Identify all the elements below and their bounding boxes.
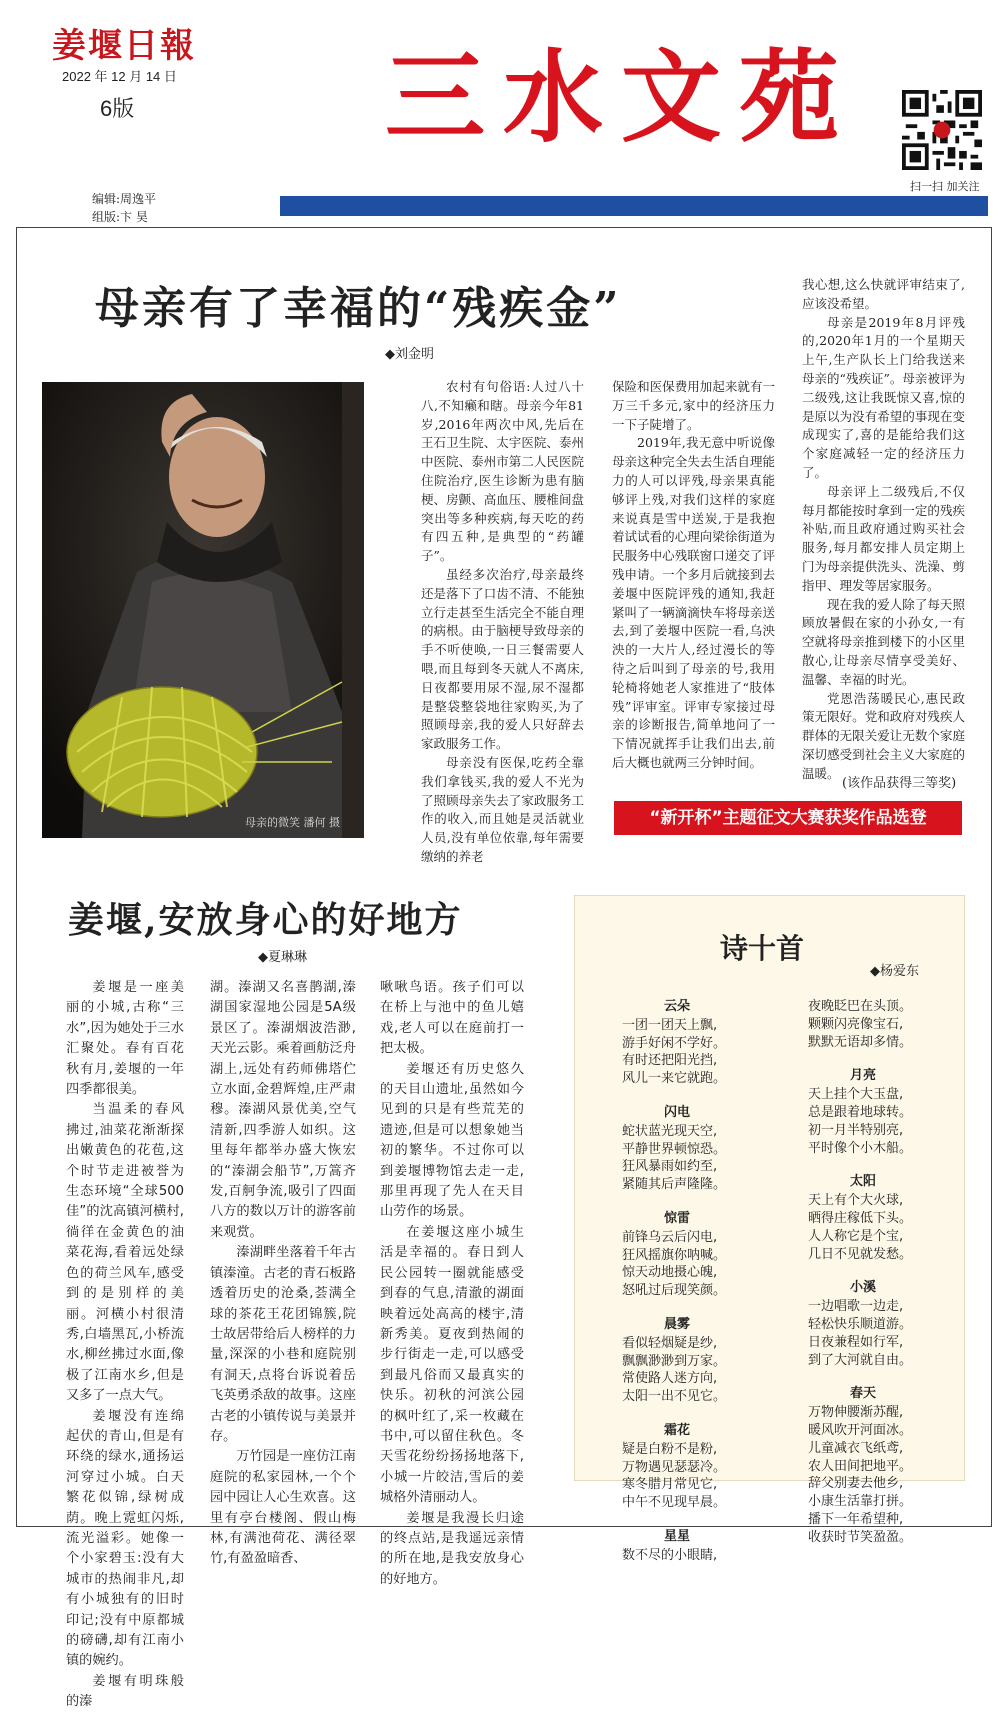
poem-line: 万物伸腰渐苏醒, xyxy=(808,1405,904,1421)
poem-line: 前锋乌云后闪电, xyxy=(622,1229,718,1245)
poem-line: 看似轻烟疑是纱, xyxy=(622,1335,718,1351)
divider xyxy=(16,227,17,1527)
poem-title: 霜花 xyxy=(663,1422,690,1438)
poem-line: 中午不见现早晨。 xyxy=(622,1495,727,1511)
poem-line: 几日不见就发愁。 xyxy=(808,1246,913,1262)
paragraph: 现在我的爱人除了每天照顾放暑假在家的小孙女,一有空就将母亲推到楼下的小区里散心,让母亲尽情享受美好、温馨、幸福的时光。 xyxy=(802,596,965,687)
poem-line: 狂风暴雨如约至, xyxy=(622,1159,718,1175)
article-byline: ◆刘金明 xyxy=(385,347,434,362)
poem-line: 飘飘渺渺到万家。 xyxy=(622,1353,727,1369)
article-column xyxy=(210,978,356,1570)
poem-line: 农人田间把地平。 xyxy=(808,1458,913,1474)
poem-line: 默默无语却多情。 xyxy=(808,1034,913,1050)
divider xyxy=(991,227,992,1527)
poem-line: 游手好闲不学好。 xyxy=(622,1035,727,1051)
poem-title: 云朵 xyxy=(663,999,690,1014)
poem-line: 小康生活靠打拼。 xyxy=(808,1494,913,1510)
poem xyxy=(808,1279,918,1369)
poem-title: 春天 xyxy=(849,1386,876,1402)
poem-line: 一边唱歌一边走, xyxy=(808,1299,904,1315)
poem-line: 夜晚眨巴在头顶。 xyxy=(808,999,913,1014)
poem-title: 晨雾 xyxy=(663,1316,690,1332)
poem xyxy=(622,1422,732,1512)
poem-line: 一团一团天上飘, xyxy=(622,1017,718,1033)
poem-line: 万物遇见瑟瑟冷。 xyxy=(622,1459,727,1475)
poem-line: 平时像个小木船。 xyxy=(808,1140,913,1156)
photo-caption: 母亲的微笑 潘何 摄 xyxy=(245,816,340,829)
editor-credits xyxy=(92,190,156,226)
poem-line: 轻松快乐顺道游。 xyxy=(808,1316,913,1332)
editor-name: 编辑:周逸平 xyxy=(92,192,157,206)
poem-line: 常使路人迷方向, xyxy=(622,1371,718,1387)
poem xyxy=(808,998,918,1051)
poem-line: 到了大河就自由。 xyxy=(808,1352,913,1368)
poem-line: 暖风吹开河面冰。 xyxy=(808,1422,913,1438)
paragraph: 在姜堰这座小城生活是幸福的。春日到人民公园转一圈就能感受到春的气息,清澈的湖面映着远处高高的楼宇,清新秀美。夏夜到热闹的步行街走一走,可以感受到最凡俗而又最真实的快乐。初秋的河滨公园的枫叶红了,采一枚藏在书中,可以留住秋色。冬天雪花纷纷扬扬地落下,小城一片皎洁,雪后的姜城格外清丽动人。 xyxy=(380,1224,524,1506)
poem-line: 晒得庄稼低下头。 xyxy=(808,1210,913,1226)
poem-title: 小溪 xyxy=(849,1280,876,1296)
paragraph: 我心想,这么快就评审结束了,应该没希望。 xyxy=(802,277,965,311)
poem xyxy=(808,1173,918,1263)
poem-line: 风儿一来它就跑。 xyxy=(622,1071,727,1087)
paragraph: 农村有句俗语:人过八十八,不知癞和瞎。母亲今年81岁,2016年两次中风,先后在王石卫生院、太宇医院、泰州中医院、泰州市第二人民医院住院治疗,医生诊断为患有脑梗、房颤、高血压、腰椎间盘突出等多种疾病,每天吃的药有四五种,是典型的“药罐子”。 xyxy=(421,379,584,564)
poem xyxy=(808,1067,918,1157)
page-title: 三水文苑 xyxy=(385,39,857,156)
layout-name: 组版:卞 昊 xyxy=(92,210,148,224)
paragraph: 湖。溱湖又名喜鹊湖,溱湖国家湿地公园是5A级景区了。溱湖烟波浩渺,天光云影。乘着画舫泛舟湖上,远处有药师佛塔伫立水面,金碧辉煌,庄严肃穆。溱湖风景优美,空气清新,四季游人如织。这里每年都举办盛大恢宏的“溱湖会船节”,万篙齐发,百舸争流,吸引了四面八方的数以万计的游客前来观赏。 xyxy=(210,980,356,1240)
poems-byline: ◆杨爱东 xyxy=(870,964,919,979)
article-title: 母亲有了幸福的“残疾金” xyxy=(95,283,622,334)
poem-column xyxy=(808,998,918,1563)
article-byline: ◆夏琳琳 xyxy=(258,950,307,965)
paragraph: 姜堰是我漫长归途的终点站,是我遥远亲情的所在地,是我安放身心的好地方。 xyxy=(380,1510,524,1587)
poem-line: 惊天动地摄心魄, xyxy=(622,1265,718,1281)
poem-line: 太阳一出不见它。 xyxy=(622,1389,727,1405)
article-column xyxy=(380,978,524,1590)
contest-banner: “新开杯”主题征文大赛获奖作品选登 xyxy=(614,801,962,835)
paragraph: 溱湖畔坐落着千年古镇溱潼。古老的青石板路透着历史的沧桑,荟满全球的茶花王花团锦簇,院士故居带给后人榜样的力量,深深的小巷和庭院别有洞天,点将台诉说着岳飞英勇杀敌的故事。这座古老的小镇传说与美景并存。 xyxy=(210,1245,356,1444)
header-bar xyxy=(280,196,988,216)
award-note: (该作品获得三等奖) xyxy=(842,776,957,791)
poem-line: 儿童减衣飞纸鸢, xyxy=(808,1440,904,1456)
poem-line: 蛇状蓝光现天空, xyxy=(622,1123,718,1139)
poem-line: 总是跟着地球转。 xyxy=(808,1104,913,1120)
poem xyxy=(622,998,732,1088)
poem-title: 月亮 xyxy=(849,1068,876,1084)
poem-line: 寒冬腊月常见它, xyxy=(622,1477,718,1493)
paragraph: 2019年,我无意中听说像母亲这种完全失去生活自理能力的人可以评残,母亲果真能够评上残,对我们这样的家庭来说真是雪中送炭,于是我抱着试试看的心理向梁徐街道为民服务中心残联窗口递交了评残申请。一个多月后就接到去姜堰中医院评残的通知,我赶紧叫了一辆滴滴快车将母亲送去,到了姜堰中医院一看,乌泱泱的一大片人,经过漫长的等待之后叫到了母亲的号,我用轮椅将她老人家推进了“肢体残”评审室。评审专家接过母亲的诊断报告,简单地问了一下情况就挥手让我们出去,前后大概也就两三分钟时间。 xyxy=(612,435,775,770)
page-number: 6版 xyxy=(100,96,135,121)
poem-column xyxy=(622,998,732,1581)
paragraph: 姜堰没有连绵起伏的青山,但是有环绕的绿水,通扬运河穿过小城。白天繁花似锦,绿树成荫。晚上霓虹闪烁,流光溢彩。她像一个小家碧玉:没有大城市的热闹非凡,却有小城独有的旧时印记;没有中原都城的磅礴,却有江南小镇的婉约。 xyxy=(66,1408,184,1669)
paragraph: 母亲评上二级残后,不仅每月都能按时拿到一定的残疾补贴,而且政府通过购买社会服务,每月都安排人员定期上门为母亲提供洗头、洗澡、剪指甲、理发等居家服务。 xyxy=(802,483,965,593)
paragraph: 党恩浩荡暖民心,惠民政策无限好。党和政府对残疾人群体的无限关爱让无数个家庭深切感受到社会主义大家庭的温暖。 xyxy=(802,690,965,781)
paragraph: 姜堰还有历史悠久的天目山遗址,虽然如今见到的只是有些荒芜的遗迹,但是可以想象她当初的繁华。不过你可以到姜堰博物馆去走一走,那里再现了先人在天目山劳作的场景。 xyxy=(380,1061,524,1220)
poem xyxy=(622,1528,732,1565)
poem xyxy=(622,1210,732,1300)
article-column xyxy=(66,978,184,1713)
poem-line: 初一月半特别亮, xyxy=(808,1122,904,1138)
poem-line: 天上有个大火球, xyxy=(808,1193,904,1209)
poem-title: 惊雷 xyxy=(663,1210,690,1226)
poems-title: 诗十首 xyxy=(720,932,805,965)
paragraph: 万竹园是一座仿江南庭院的私家园林,一个个园中园让人心生欢喜。这里有亭台楼阁、假山梅林,有满池荷花、满径翠竹,有盈盈暗香、 xyxy=(210,1449,356,1567)
poem-line: 怒吼过后现笑颜。 xyxy=(622,1283,727,1299)
poem-line: 人人称它是个宝, xyxy=(808,1228,904,1244)
poem-line: 辞父别妻去他乡, xyxy=(808,1476,904,1492)
poem-line: 日夜兼程如行军, xyxy=(808,1334,904,1350)
poem-line: 颗颗闪亮像宝石, xyxy=(808,1016,904,1032)
poem-line: 疑是白粉不是粉, xyxy=(622,1441,718,1457)
paragraph: 保险和医保费用加起来就有一万三千多元,家中的经济压力一下子陡增了。 xyxy=(612,379,775,432)
poem-line: 收获时节笑盈盈。 xyxy=(808,1529,913,1545)
article-column xyxy=(802,276,965,784)
issue-date: 2022 年 12 月 14 日 xyxy=(62,69,177,84)
qr-caption: 扫一扫 加关注 xyxy=(910,180,980,193)
poem-line: 平静世界顿惊恐。 xyxy=(622,1141,727,1157)
poem-title: 闪电 xyxy=(663,1104,690,1120)
article-title: 姜堰,安放身心的好地方 xyxy=(68,899,463,941)
poem-line: 数不尽的小眼睛, xyxy=(622,1547,718,1563)
poem-title: 星星 xyxy=(663,1528,690,1544)
qr-code-icon xyxy=(902,90,982,170)
paragraph: 姜堰有明珠般的溱 xyxy=(66,1673,184,1710)
poem-line: 狂风摇旗你呐喊。 xyxy=(622,1247,727,1263)
poem-title: 太阳 xyxy=(849,1174,876,1190)
paragraph: 母亲没有医保,吃药全靠我们拿钱买,我的爱人不光为了照顾母亲失去了家政服务工作的收入,而且她是灵活就业人员,没有单位依靠,每年需要缴纳的养老 xyxy=(421,754,584,864)
poem xyxy=(622,1316,732,1406)
poem-line: 播下一年希望种, xyxy=(808,1511,904,1527)
poem-line: 有时还把阳光挡, xyxy=(622,1053,718,1069)
divider xyxy=(16,227,992,228)
poem xyxy=(808,1385,918,1546)
article-column xyxy=(421,378,584,867)
paragraph: 姜堰是一座美丽的小城,古称“三水”,因为她处于三水汇聚处。春有百花秋有月,姜堰的一年四季都很美。 xyxy=(66,980,184,1098)
article-photo xyxy=(42,382,364,838)
poem xyxy=(622,1104,732,1194)
paragraph: 虽经多次治疗,母亲最终还是落下了口齿不清、不能独立行走甚至生活完全不能自理的病根。由于脑梗导致母亲的手不听使唤,一日三餐需要人喂,而且每到冬天就人不离床,日夜都要用尿不湿,尿不湿都是整袋整袋地往家购买,为了照顾母亲,我的爱人只好辞去家政服务工作。 xyxy=(421,566,584,752)
poem-line: 天上挂个大玉盘, xyxy=(808,1087,904,1103)
article-column xyxy=(612,378,775,773)
paragraph: 当温柔的春风拂过,油菜花渐渐探出嫩黄色的花苞,这个时节走进被誉为生态环境“全球500佳”的沈高镇河横村,徜徉在金黄色的油菜花海,看着远处绿色的荷兰风车,感受到的是别样的美丽。河横小村很清秀,白墙黑瓦,小桥流水,柳丝拂过水面,像极了江南水乡,但是又多了一点大气。 xyxy=(66,1102,184,1404)
paragraph: 母亲是2019年8月评残的,2020年1月的一个星期天上午,生产队长上门给我送来母亲的“残疾证”。母亲被评为二级残,这让我既惊又喜,惊的是原以为没有希望的事现在变成现实了,喜的是能给我们这个家庭减轻一定的经济压力了。 xyxy=(802,314,965,480)
poem-line: 紧随其后声隆隆。 xyxy=(622,1177,727,1193)
paragraph: 啾啾鸟语。孩子们可以在桥上与池中的鱼儿嬉戏,老人可以在庭前打一把太极。 xyxy=(380,980,524,1057)
newspaper-logo: 姜堰日報 xyxy=(52,26,196,66)
